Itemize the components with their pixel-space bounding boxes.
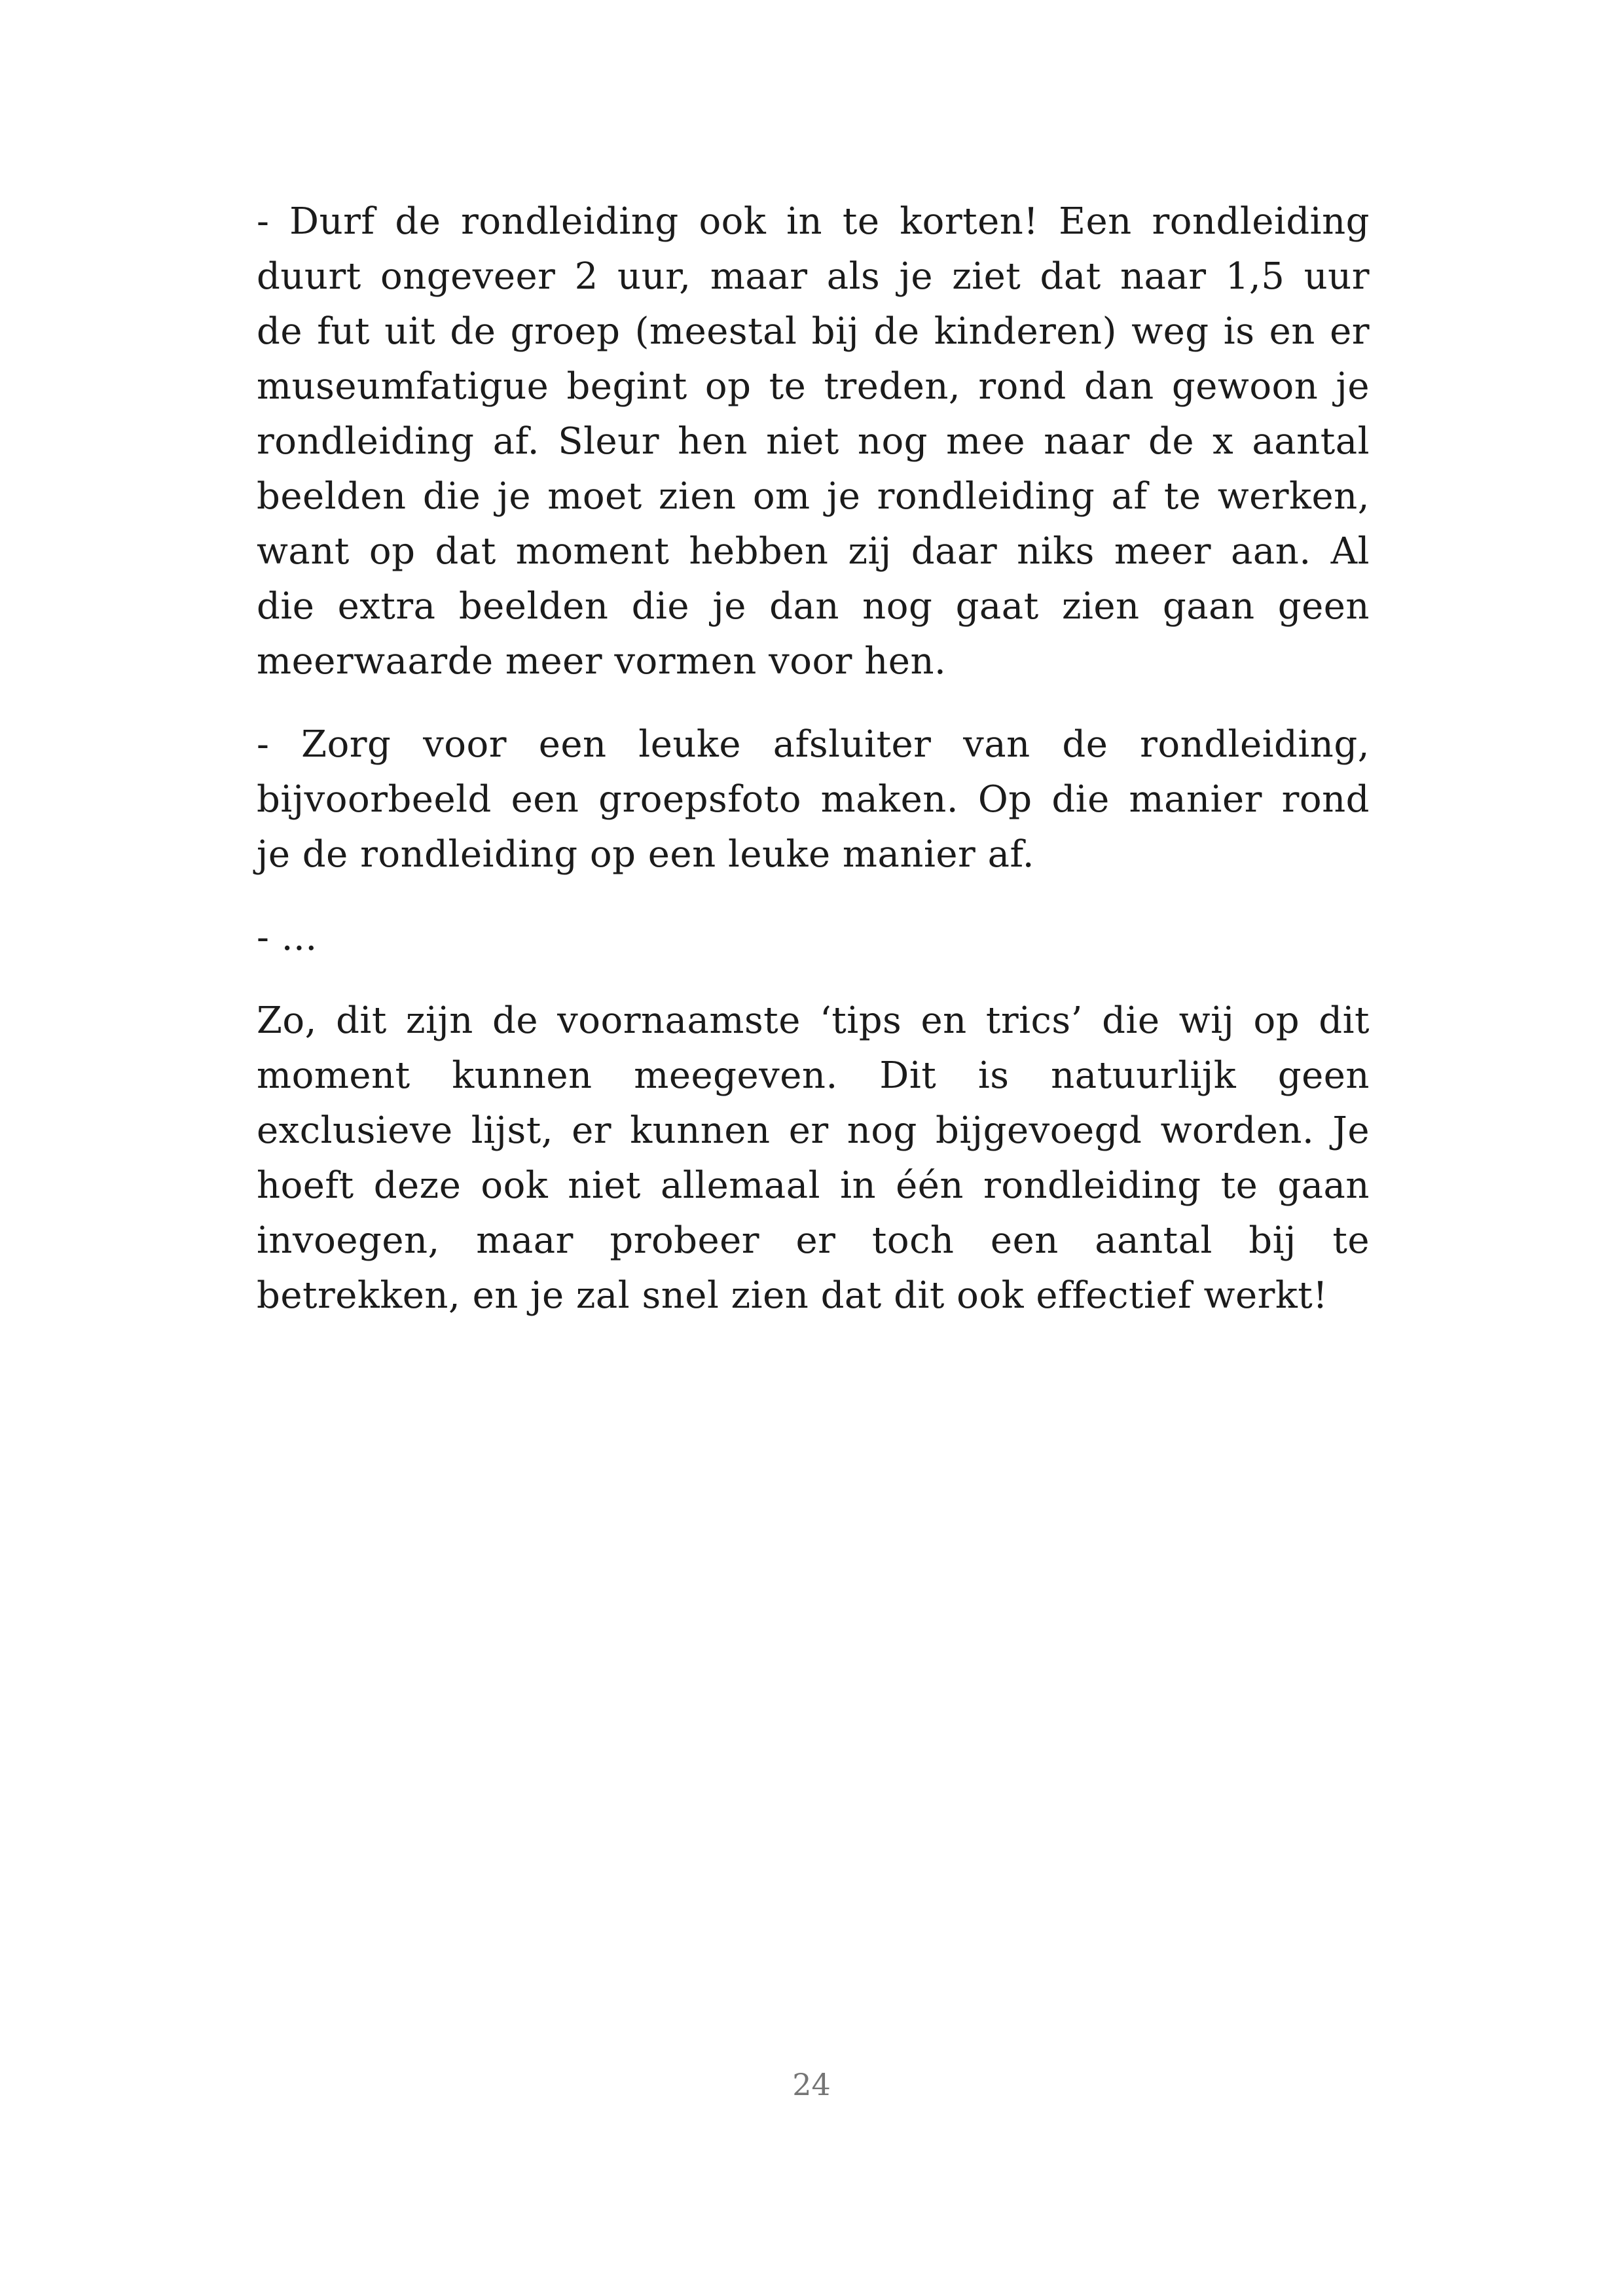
text-line: rondleiding af. Sleur hen niet nog mee naar de x aantal <box>257 420 1370 463</box>
text-line: duurt ongeveer 2 uur, maar als je ziet dat naar 1,5 uur <box>257 255 1370 298</box>
text-line: exclusieve lijst, er kunnen er nog bijgevoegd worden. Je <box>257 1109 1370 1152</box>
text-line: museumfatigue begint op te treden, rond dan gewoon je <box>257 365 1370 408</box>
paragraph-tip-fun-closer <box>257 717 1370 882</box>
text-line: beelden die je moet zien om je rondleiding af te werken, <box>257 475 1370 518</box>
text-line: je de rondleiding op een leuke manier af. <box>257 833 1035 876</box>
paragraph-ellipsis-bullet <box>257 910 1370 965</box>
text-line: de fut uit de groep (meestal bij de kinderen) weg is en er <box>257 310 1370 353</box>
text-line: bijvoorbeeld een groepsfoto maken. Op die manier rond <box>257 778 1370 821</box>
paragraph-closing-summary <box>257 994 1370 1323</box>
text-line: - ... <box>257 916 318 959</box>
text-line: - Zorg voor een leuke afsluiter van de rondleiding, <box>257 723 1370 766</box>
text-line: betrekken, en je zal snel zien dat dit ook effectief werkt! <box>257 1274 1328 1317</box>
page-number: 24 <box>792 2067 831 2102</box>
text-line: want op dat moment hebben zij daar niks meer aan. Al <box>257 530 1370 573</box>
paragraph-tip-shorten-tour <box>257 194 1370 689</box>
text-line: - Durf de rondleiding ook in te korten! Een rondleiding <box>257 200 1370 243</box>
text-block <box>257 194 1370 1352</box>
text-line: moment kunnen meegeven. Dit is natuurlijk geen <box>257 1054 1370 1097</box>
text-line: hoeft deze ook niet allemaal in één rondleiding te gaan <box>257 1164 1370 1207</box>
text-line: invoegen, maar probeer er toch een aantal bij te <box>257 1219 1370 1262</box>
text-line: meerwaarde meer vormen voor hen. <box>257 640 947 683</box>
text-line: die extra beelden die je dan nog gaat zien gaan geen <box>257 585 1370 628</box>
text-line: Zo, dit zijn de voornaamste ‘tips en trics’ die wij op dit <box>257 999 1370 1042</box>
